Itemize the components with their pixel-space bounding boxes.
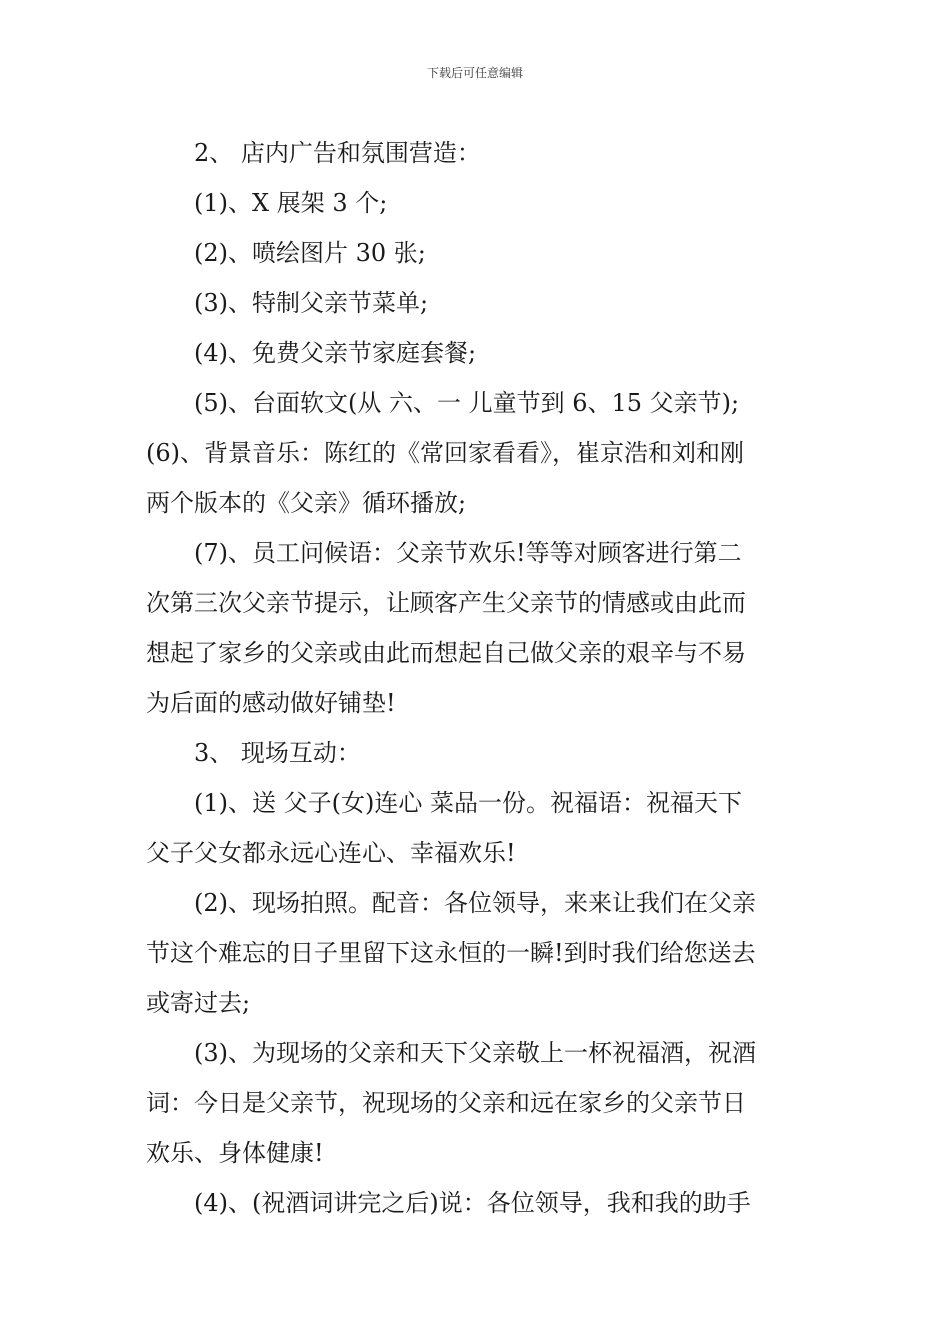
text-line: 为后面的感动做好铺垫! <box>146 689 396 717</box>
text-line: (3)、为现场的父亲和天下父亲敬上一杯祝福酒，祝酒 <box>194 1039 756 1067</box>
text-line: (3)、特制父亲节菜单; <box>194 289 429 317</box>
text-line: 欢乐、身体健康! <box>146 1139 324 1167</box>
text-line: 词：今日是父亲节，祝现场的父亲和远在家乡的父亲节日 <box>146 1089 746 1117</box>
section-heading: 2、 店内广告和氛围营造： <box>194 139 481 167</box>
text-line: (2)、现场拍照。配音：各位领导，来来让我们在父亲 <box>194 889 756 917</box>
section-heading: 3、 现场互动： <box>194 739 361 767</box>
text-line: (1)、X 展架 3 个; <box>194 189 388 217</box>
document-body <box>146 128 810 1228</box>
text-line: (5)、台面软文(从 六、一 儿童节到 6、15 父亲节); <box>194 389 740 417</box>
text-line: (2)、喷绘图片 30 张; <box>194 239 426 267</box>
text-line: (7)、员工问候语：父亲节欢乐!等等对顾客进行第二 <box>194 539 742 567</box>
page-header: 下载后可任意编辑 <box>426 66 523 80</box>
text-line: 两个版本的《父亲》循环播放; <box>146 489 467 517</box>
text-line: 或寄过去; <box>146 989 251 1017</box>
text-line: 父子父女都永远心连心、幸福欢乐! <box>146 839 516 867</box>
text-line: (4)、免费父亲节家庭套餐; <box>194 339 477 367</box>
text-line: (6)、背景音乐：陈红的《常回家看看》，崔京浩和刘和刚 <box>146 439 744 467</box>
text-line: 节这个难忘的日子里留下这永恒的一瞬!到时我们给您送去 <box>146 939 756 967</box>
text-line: (1)、送 父子(女)连心 菜品一份。祝福语：祝福天下 <box>194 789 742 817</box>
text-line: (4)、(祝酒词讲完之后)说：各位领导，我和我的助手 <box>194 1189 751 1217</box>
text-line: 想起了家乡的父亲或由此而想起自己做父亲的艰辛与不易 <box>146 639 746 667</box>
text-line: 次第三次父亲节提示，让顾客产生父亲节的情感或由此而 <box>146 589 746 617</box>
